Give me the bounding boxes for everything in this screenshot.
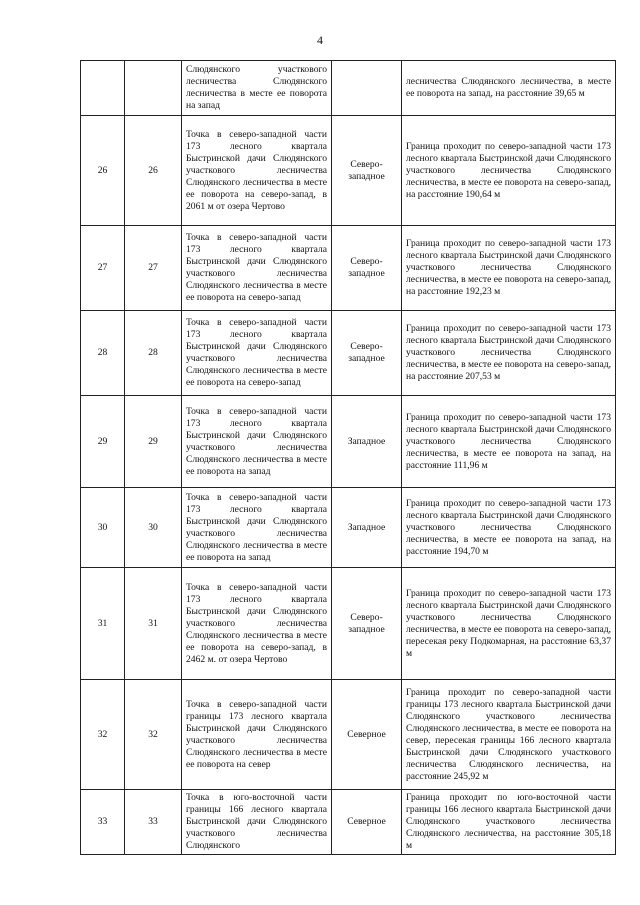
table-row xyxy=(81,488,616,568)
point-description-cell: Точка в северо-западной части 173 лесного квартала Быстринской дачи Слюдянского участкового лесничества Слюдянского лесничества в месте ее поворота на северо-запад, в 2462 м. от озера Чертово xyxy=(182,568,332,680)
point-number-cell: 30 xyxy=(125,488,182,568)
direction-cell: Северное xyxy=(332,790,402,855)
boundary-description-cell: Граница проходит по северо-западной части 173 лесного квартала Быстринской дачи Слюдянского участкового лесничества Слюдянского лесничества, в месте ее поворота на северо-запад, на расстояние 190,64 м xyxy=(402,116,616,226)
row-number-cell: 30 xyxy=(81,488,125,568)
point-description-cell: Слюдянского участкового лесничества Слюдянского лесничества в месте ее поворота на запад xyxy=(182,61,332,116)
point-description-cell: Точка в северо-западной части 173 лесного квартала Быстринской дачи Слюдянского участкового лесничества Слюдянского лесничества в месте ее поворота на северо-запад xyxy=(182,311,332,396)
direction-cell: Северо-западное xyxy=(332,226,402,311)
table-row xyxy=(81,116,616,226)
boundary-description-cell: лесничества Слюдянского лесничества, в месте ее поворота на запад, на расстояние 39,65 м xyxy=(402,61,616,116)
point-number-cell: 28 xyxy=(125,311,182,396)
point-number-cell: 27 xyxy=(125,226,182,311)
boundary-description-cell: Граница проходит по северо-западной части границы 173 лесного квартала Быстринской дачи Слюдянского участкового лесничества Слюдянского лесничества, в месте ее поворота на север, пересекая границы 166 лесного квартала Быстринской дачи Слюдянского участкового лесничества Слюдянского лесничества, на расстояние 245,92 м xyxy=(402,680,616,790)
point-description-cell: Точка в северо-западной части 173 лесного квартала Быстринской дачи Слюдянского участкового лесничества Слюдянского лесничества в месте ее поворота на северо-запад, в 2061 м от озера Чертово xyxy=(182,116,332,226)
point-description-cell: Точка в северо-западной части 173 лесного квартала Быстринской дачи Слюдянского участкового лесничества Слюдянского лесничества в месте ее поворота на запад xyxy=(182,488,332,568)
direction-cell: Северо-западное xyxy=(332,116,402,226)
boundary-description-cell: Граница проходит по северо-западной части 173 лесного квартала Быстринской дачи Слюдянского участкового лесничества Слюдянского лесничества, в месте ее поворота на запад, на расстояние 194,70 м xyxy=(402,488,616,568)
table-row xyxy=(81,226,616,311)
boundary-description-cell: Граница проходит по северо-западной части 173 лесного квартала Быстринской дачи Слюдянского участкового лесничества Слюдянского лесничества, в месте ее поворота на северо-запад, пересекая реку Подкомарная, на расстояние 63,37 м xyxy=(402,568,616,680)
boundary-points-table xyxy=(80,60,616,855)
point-description-cell: Точка в юго-восточной части границы 166 лесного квартала Быстринской дачи Слюдянского участкового лесничества Слюдянского xyxy=(182,790,332,855)
boundary-description-cell: Граница проходит по северо-западной части 173 лесного квартала Быстринской дачи Слюдянского участкового лесничества Слюдянского лесничества, в месте ее поворота на северо-запад, на расстояние 192,23 м xyxy=(402,226,616,311)
direction-cell: Западное xyxy=(332,396,402,488)
table-row xyxy=(81,568,616,680)
direction-cell: Западное xyxy=(332,488,402,568)
point-number-cell: 31 xyxy=(125,568,182,680)
table-row xyxy=(81,790,616,855)
direction-cell xyxy=(332,61,402,116)
row-number-cell: 28 xyxy=(81,311,125,396)
table-row xyxy=(81,680,616,790)
page-number: 4 xyxy=(317,33,323,47)
direction-cell: Северное xyxy=(332,680,402,790)
point-number-cell: 29 xyxy=(125,396,182,488)
row-number-cell: 26 xyxy=(81,116,125,226)
direction-cell: Северо-западное xyxy=(332,311,402,396)
point-number-cell: 32 xyxy=(125,680,182,790)
row-number-cell: 31 xyxy=(81,568,125,680)
boundary-description-cell: Граница проходит по юго-восточной части границы 166 лесного квартала Быстринской дачи Слюдянского участкового лесничества Слюдянского лесничества, на расстояние 305,18 м xyxy=(402,790,616,855)
row-number-cell: 33 xyxy=(81,790,125,855)
boundary-description-cell: Граница проходит по северо-западной части 173 лесного квартала Быстринской дачи Слюдянского участкового лесничества Слюдянского лесничества, в месте ее поворота на запад, на расстояние 111,96 м xyxy=(402,396,616,488)
table-row xyxy=(81,61,616,116)
point-number-cell: 26 xyxy=(125,116,182,226)
point-description-cell: Точка в северо-западной части границы 173 лесного квартала Быстринской дачи Слюдянского участкового лесничества Слюдянского лесничества в месте ее поворота на север xyxy=(182,680,332,790)
table-row xyxy=(81,311,616,396)
table-row xyxy=(81,396,616,488)
row-number-cell xyxy=(81,61,125,116)
point-number-cell: 33 xyxy=(125,790,182,855)
point-number-cell xyxy=(125,61,182,116)
direction-cell: Северо-западное xyxy=(332,568,402,680)
point-description-cell: Точка в северо-западной части 173 лесного квартала Быстринской дачи Слюдянского участкового лесничества Слюдянского лесничества в месте ее поворота на северо-запад xyxy=(182,226,332,311)
row-number-cell: 29 xyxy=(81,396,125,488)
point-description-cell: Точка в северо-западной части 173 лесного квартала Быстринской дачи Слюдянского участкового лесничества Слюдянского лесничества в месте ее поворота на запад xyxy=(182,396,332,488)
row-number-cell: 32 xyxy=(81,680,125,790)
row-number-cell: 27 xyxy=(81,226,125,311)
boundary-description-cell: Граница проходит по северо-западной части 173 лесного квартала Быстринской дачи Слюдянского участкового лесничества Слюдянского лесничества, в месте ее поворота на северо-запад, на расстояние 207,53 м xyxy=(402,311,616,396)
